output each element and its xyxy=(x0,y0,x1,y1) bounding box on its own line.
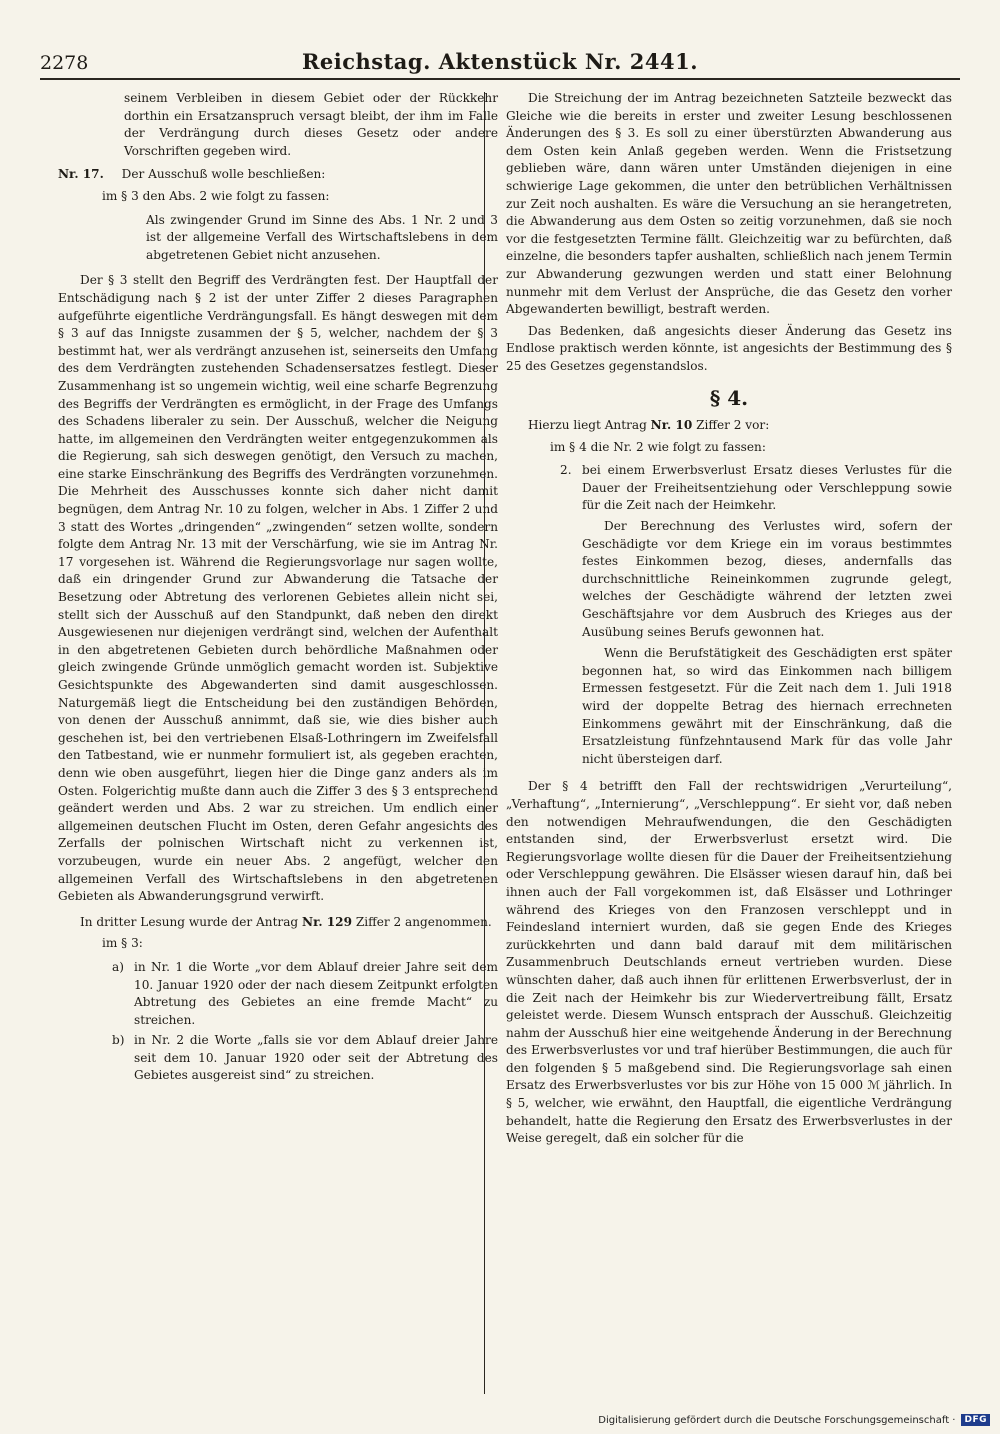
item-2-later-start: Wenn die Berufstätigkeit des Geschädigten erst später begonnen hat, so wird das Einkommen nach billigem Ermessen festgesetzt. Für die Zeit nach dem 1. Juli 1918 wird der doppelte Betrag des hiernach errechneten Einkommens gewährt mit der Einschränkung, daß die Ersatzleistung fünfzehntausend Mark für das volle Jahr nicht übersteigen darf. xyxy=(582,646,952,766)
item-a xyxy=(58,959,498,1029)
section4-intro-prefix: Hierzu liegt Antrag xyxy=(528,418,647,433)
item-b-label: b) xyxy=(112,1033,125,1048)
section4-sub: im § 4 die Nr. 2 wie folgt zu fassen: xyxy=(550,439,766,454)
digitization-footer xyxy=(598,1414,990,1426)
paragraph-deletion-purpose: Die Streichung der im Antrag bezeichneten Satzteile bezweckt das Gleiche wie die bereits in erster und zweiter Lesung beschlossenen Änderungen des § 3. Es soll zu einer überstürzten Abwanderung aus dem Osten kein Anlaß gegeben werden. Wenn die Fristsetzung geblieben wäre, dann wären unter Umständen diejenigen in eine schwierige Lage gekommen, die unter den betrüblichen Verhältnissen zur Zeit noch aushalten. Es wäre die Versuchung an sie herangetreten, die Abwanderung aus dem Osten so zeitig vorzunehmen, daß sie noch vor die festgesetzten Termine fällt. Gleichzeitig war zu befürchten, daß einzelne, die besonders tapfer aushalten, schließlich nach jenem Termin zur Abwanderung gezwungen werden und statt einer Belohnung nunmehr mit dem Verlust der Ansprüche, die das Gesetz den vorher Abgewanderten bewilligt, bestraft werden. xyxy=(506,91,952,317)
motion-nr17-text: Der Ausschuß wolle beschließen: xyxy=(121,167,326,182)
left-column xyxy=(58,90,498,1088)
page-number: 2278 xyxy=(40,52,89,74)
item-2 xyxy=(506,462,952,515)
section4-intro xyxy=(506,417,952,435)
item-2-text: bei einem Erwerbsverlust Ersatz dieses Verlustes für die Dauer der Freiheitsentziehung oder Verschleppung sowie für die Zeit nach der Heimkehr. xyxy=(582,463,952,513)
item-b-text: in Nr. 2 die Worte „falls sie vor dem Ablauf dreier Jahre seit dem 10. Januar 1920 oder seit der Abtretung des Gebietes ausgereist sind“ zu streichen. xyxy=(134,1033,498,1083)
right-column xyxy=(506,90,952,1152)
motion-nr17 xyxy=(58,166,498,184)
section4-intro-suffix: Ziffer 2 vor: xyxy=(696,418,770,433)
page-header xyxy=(40,42,960,80)
continued-text: seinem Verbleiben in diesem Gebiet oder der Rückkehr dorthin ein Ersatzanspruch versagt bleibt, der ihm im Falle der Verdrängung durch dieses Gesetz oder andere Vorschriften gegeben wird. xyxy=(124,91,498,158)
footer-text: Digitalisierung gefördert durch die Deutsche Forschungsgemeinschaft · xyxy=(598,1414,956,1426)
third-reading-suffix: Ziffer 2 angenommen. xyxy=(355,914,492,929)
item-2-calculation: Der Berechnung des Verlustes wird, sofern der Geschädigte vor dem Kriege ein im voraus bestimmtes festes Einkommen bezog, dieses, andernfalls das durchschnittliche Reineinkommen zugrunde gelegt, welches der Geschädigte während der letzten zwei Geschäftsjahre vor dem Ausbruch des Krieges aus der Ausübung seines Berufs gewonnen hat. xyxy=(582,519,952,639)
item-a-text: in Nr. 1 die Worte „vor dem Ablauf dreier Jahre seit dem 10. Januar 1920 oder der nach diesem Zeitpunkt erfolgten Abtretung des Gebietes an eine fremde Macht“ zu streichen. xyxy=(134,959,498,1027)
motion-nr17-quote: Als zwingender Grund im Sinne des Abs. 1 Nr. 2 und 3 ist der allgemeine Verfall des Wirtschaftslebens in dem abgetretenen Gebiet nicht anzusehen. xyxy=(146,212,498,262)
third-reading-prefix: In dritter Lesung wurde der Antrag xyxy=(80,914,299,929)
third-reading xyxy=(58,914,498,932)
third-reading-nr: Nr. 129 xyxy=(302,914,353,929)
item-b xyxy=(58,1032,498,1085)
running-title: Reichstag. Aktenstück Nr. 2441. xyxy=(301,49,699,74)
motion-nr17-label: Nr. 17. xyxy=(58,167,104,182)
paragraph-s3-explanation: Der § 3 stellt den Begriff des Verdrängten fest. Der Hauptfall der Entschädigung nach § 2 ist der unter Ziffer 2 dieses Paragraphen aufgeführte eigentliche Verdrängungsfall. Es hängt deswegen mit dem § 3 auf das Innigste zusammen der § 5, welcher, nachdem der § 3 bestimmt hat, wer als verdrängt anzusehen ist, seinerseits den Umfang des dem Verdrängten zustehenden Schadensersatzes festlegt. Dieser Zusammenhang ist so ungemein wichtig, weil eine scharfe Begrenzung des Begriffs der Verdrängten es ermöglicht, in der Frage des Umfangs des Schadens liberaler zu sein. Der Ausschuß, welcher die Neigung hatte, im allgemeinen den Verdrängten weiter entgegenzukommen als die Regierung, sah sich deswegen genötigt, den Versuch zu machen, eine starke Einschränkung des Begriffs des Verdrängten vorzunehmen. Die Mehrheit des Ausschusses konnte sich daher nicht damit begnügen, dem Antrag Nr. 10 zu folgen, welcher in Abs. 1 Ziffer 2 und 3 statt des Wortes „dringenden“ „zwingenden“ setzen wollte, sondern folgte dem Antrag Nr. 13 mit der Verschärfung, wie sie im Antrag Nr. 17 vorgesehen ist. Während die Regierungsvorlage nur sagen wollte, daß ein dringender Grund zur Abwanderung die Tatsache der Besetzung oder Abtretung des verlorenen Gebietes allein nicht sei, stellt sich der Ausschuß auf den Standpunkt, daß neben den direkt Ausgewiesenen nur diejenigen verdrängt sind, welchen der Aufenthalt in den abgetretenen Gebieten durch behördliche Maßnahmen oder gleich zwingende Gründe unmöglich gemacht worden ist. Subjektive Gesichtspunkte des Abgewanderten sind damit ausgeschlossen. Naturgemäß liegt die Entscheidung bei den zuständigen Behörden, von denen der Ausschuß annimmt, daß sie, wie dies bisher auch geschehen ist, bei den vertriebenen Elsaß-Lothringern im Zweifelsfall den Tatbestand, wie er nunmehr formuliert ist, als gegeben erachten, denn wie oben ausgeführt, liegen hier die Dinge ganz anders als im Osten. Folgerichtig mußte dann auch die Ziffer 3 des § 3 entsprechend geändert werden und Abs. 2 war zu streichen. Um endlich einer allgemeinen deutschen Flucht im Osten, deren Gefahr angesichts des Zerfalls der polnischen Wirtschaft nicht zu verkennen ist, vorzubeugen, wurde ein neuer Abs. 2 angefügt, welcher den allgemeinen Verfall des Wirtschaftslebens in den abgetretenen Gebieten als Abwanderungsgrund verwirft. xyxy=(58,273,498,904)
paragraph-s4-explanation: Der § 4 betrifft den Fall der rechtswidrigen „Verurteilung“, „Verhaftung“, „Internierung“, „Verschleppung“. Er sieht vor, daß neben den notwendigen Mehraufwendungen, die den Geschädigten entstanden sind, der Erwerbsverlust ersetzt wird. Die Regierungsvorlage wollte diesen für die Dauer der Freiheitsentziehung oder Verschleppung gewähren. Die Elsässer wiesen darauf hin, daß bei ihnen auch der Fall vorgekommen ist, daß Elsässer und Lothringer während des Krieges von den Franzosen verschleppt und in Feindesland interniert wurden, daß sie gegen Ende des Krieges zurückkehrten und dann bald darauf mit dem militärischen Zusammenbruch Deutschlands erneut vertrieben wurden. Diese wünschten daher, daß auch ihnen für erlittenen Erwerbsverlust, der in die Zeit nach der Heimkehr bis zur Wiedervertreibung fällt, Ersatz geleistet werde. Diesem Wunsch entsprach der Ausschuß. Gleichzeitig nahm der Ausschuß hier eine weitgehende Änderung in der Berechnung des Erwerbsverlustes vor und traf hierüber Bestimmungen, die auch für den folgenden § 5 maßgebend sind. Die Regierungsvorlage sah einen Ersatz des Erwerbsverlustes vor bis zur Höhe von 15 000 ℳ jährlich. In § 5, welcher, wie erwähnt, den Hauptfall, die eigentliche Verdrängung behandelt, hatte die Regierung den Ersatz des Erwerbsverlustes in der Weise geregelt, daß ein solcher für die xyxy=(506,779,952,1146)
item-2-label: 2. xyxy=(560,463,572,478)
section-title: § 4. xyxy=(709,385,749,410)
third-reading-sub: im § 3: xyxy=(102,936,143,951)
paragraph-concern: Das Bedenken, daß angesichts dieser Änderung das Gesetz ins Endlose praktisch werden könnte, ist angesichts der Bestimmung des § 25 des Gesetzes gegenstandslos. xyxy=(506,323,952,373)
dfg-logo: DFG xyxy=(961,1414,990,1426)
motion-nr17-sub: im § 3 den Abs. 2 wie folgt zu fassen: xyxy=(102,188,330,203)
section4-intro-nr: Nr. 10 xyxy=(650,418,693,433)
item-a-label: a) xyxy=(112,959,124,974)
